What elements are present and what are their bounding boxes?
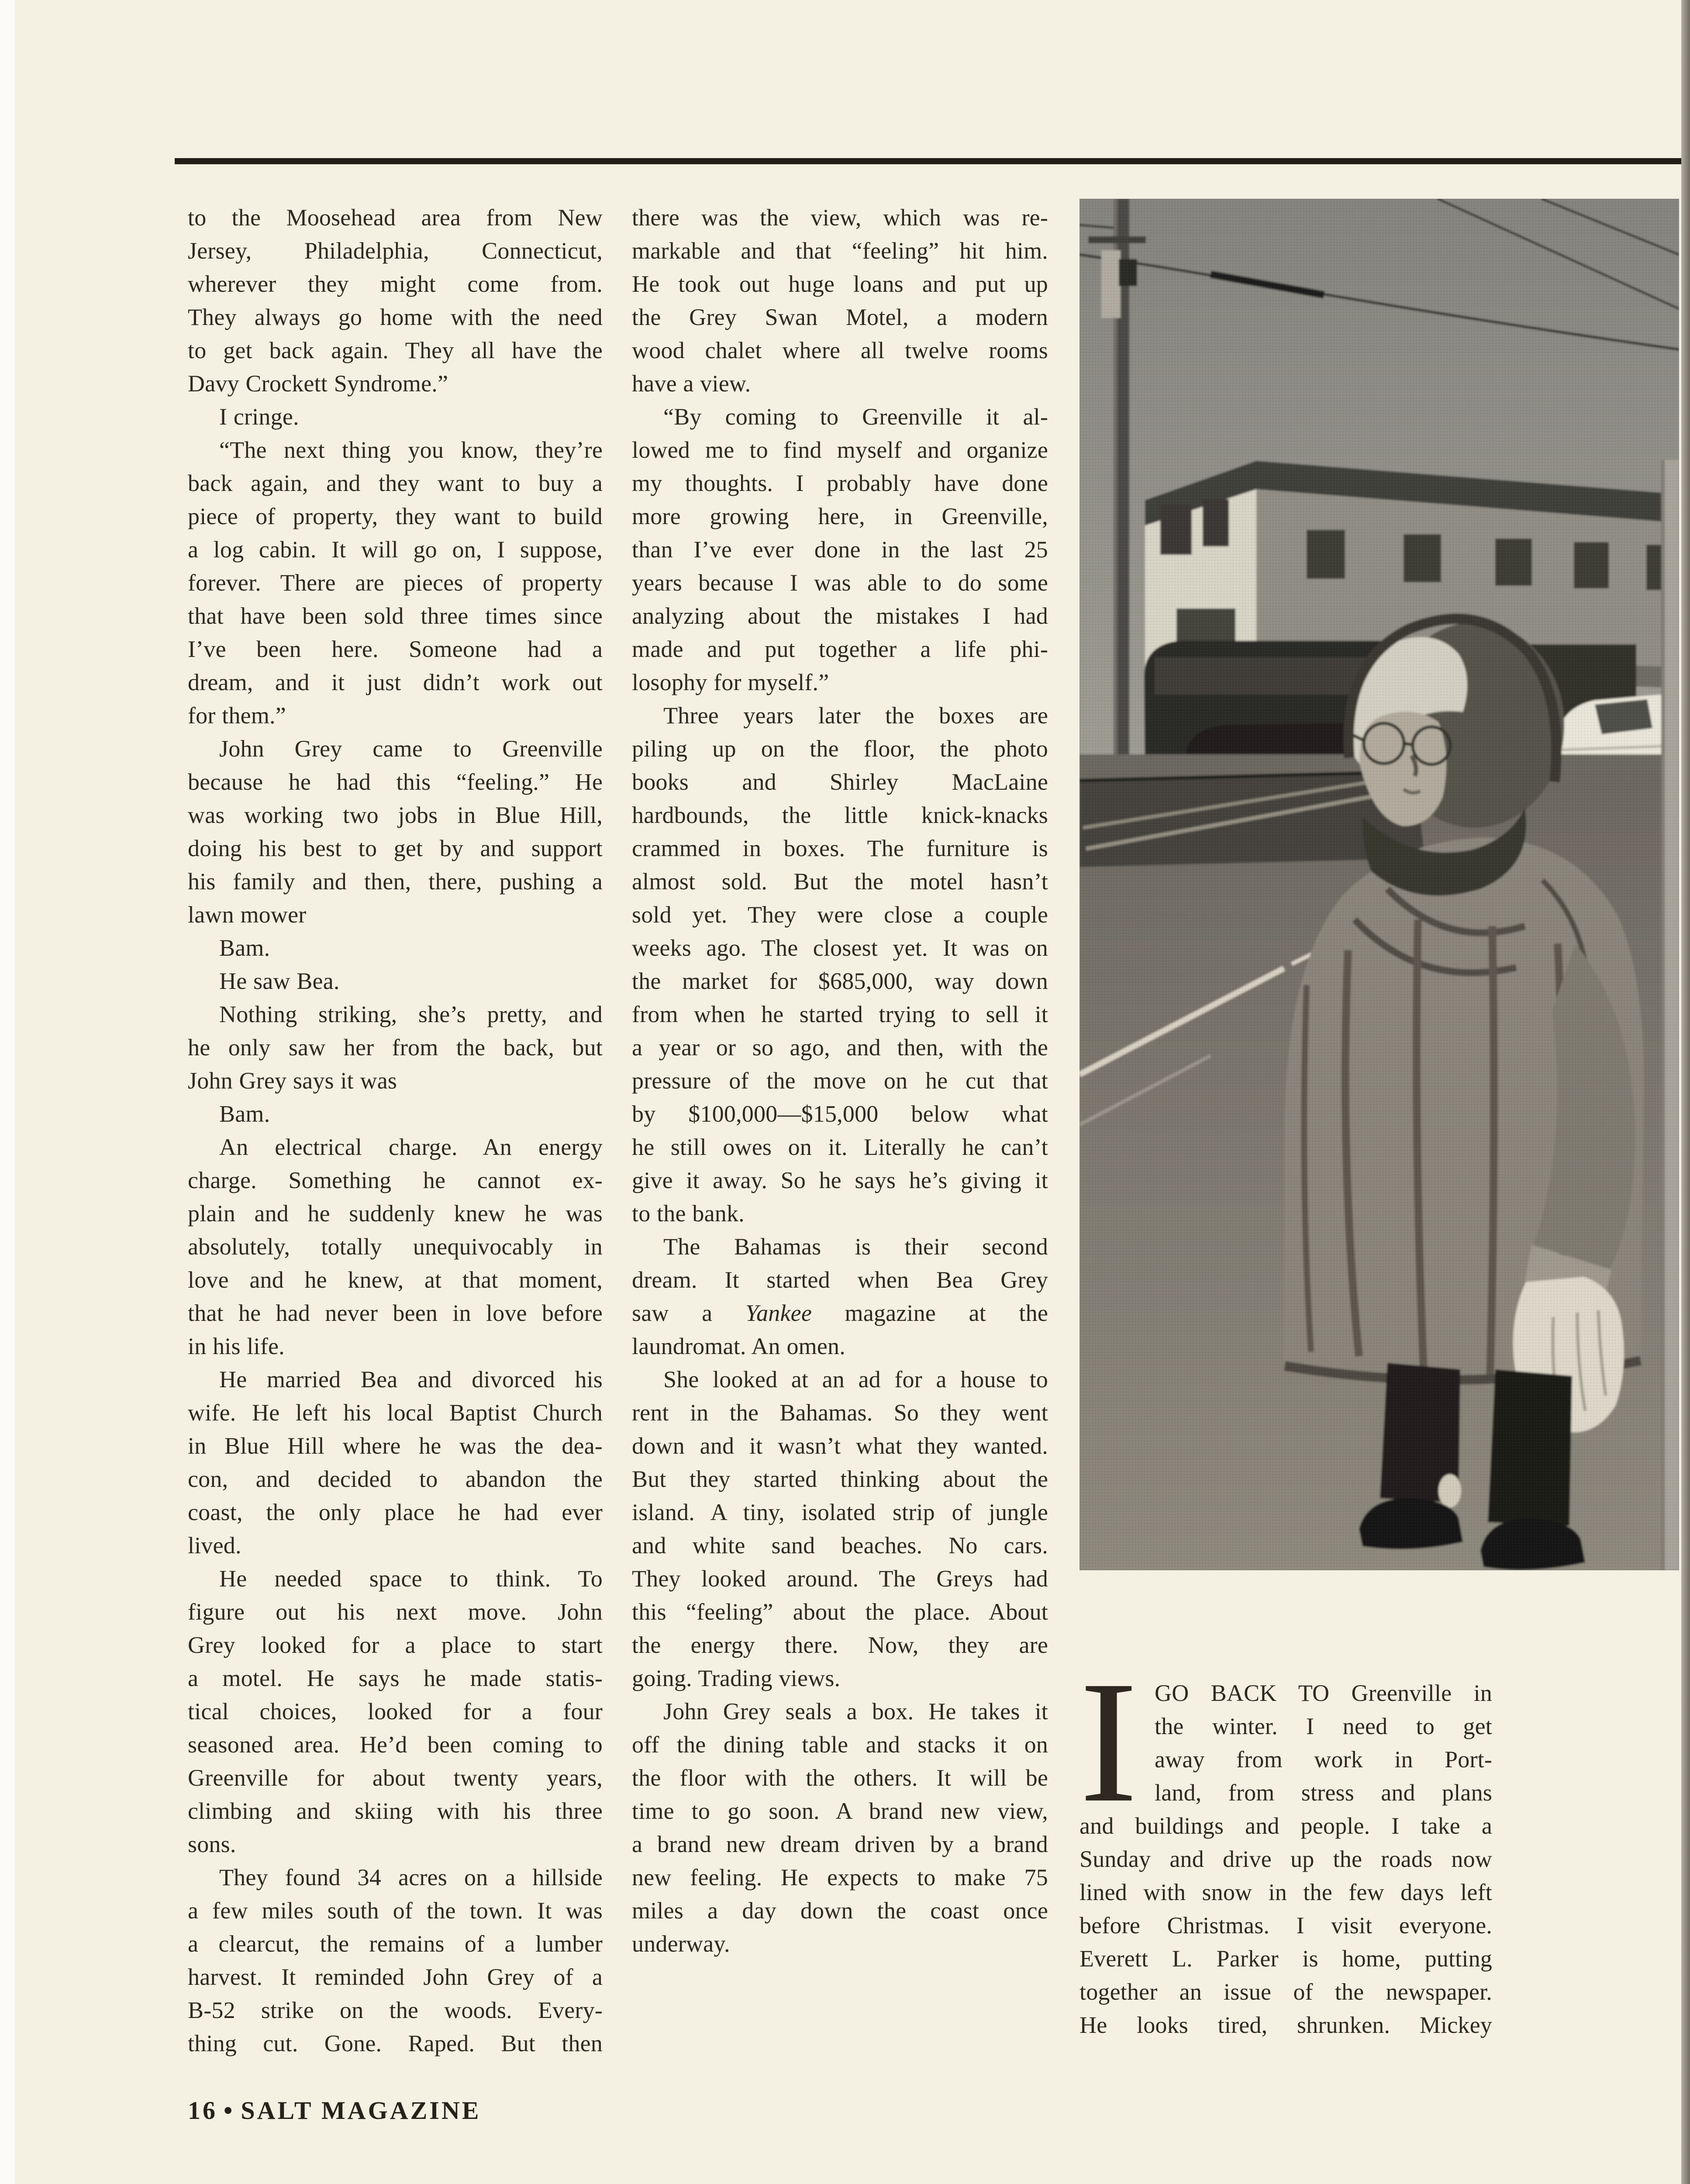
text-line: Bam.	[219, 935, 270, 961]
text-line: Davy Crockett Syndrome.”	[188, 370, 448, 397]
text-line: by $100,000—$15,000 below what	[632, 1101, 1048, 1127]
text-line: wood chalet where all twelve rooms	[632, 337, 1048, 363]
text-line: coast, the only place he had ever	[188, 1499, 603, 1525]
text-line: She looked at an ad for a house to	[663, 1366, 1048, 1393]
paragraph	[632, 1695, 1048, 1960]
text-line: wife. He left his local Baptist Church	[188, 1400, 603, 1426]
text-line: harvest. It reminded John Grey of a	[188, 1964, 603, 1990]
text-line: his family and then, there, pushing a	[188, 868, 603, 895]
paragraph	[188, 201, 603, 400]
text-line: this “feeling” about the place. About	[632, 1599, 1048, 1625]
text-line: the market for $685,000, way down	[632, 968, 1048, 994]
section-rule	[175, 158, 1682, 164]
film-grain-overlay	[1080, 199, 1679, 1570]
text-line: more growing here, in Greenville,	[632, 503, 1048, 529]
text-line: down and it wasn’t what they wanted.	[632, 1433, 1048, 1459]
text-line: the winter. I need to get	[1155, 1713, 1492, 1739]
paragraph	[632, 1230, 1048, 1363]
text-line: He married Bea and divorced his	[219, 1366, 603, 1393]
text-line: rent in the Bahamas. So they went	[632, 1400, 1048, 1426]
text-line: He took out huge loans and put up	[632, 271, 1048, 297]
paragraph	[188, 732, 603, 931]
text-line: Three years later the boxes are	[663, 702, 1048, 729]
text-line: They found 34 acres on a hillside	[219, 1864, 603, 1890]
text-line: together an issue of the newspaper.	[1080, 1979, 1492, 2005]
text-line: John Grey seals a box. He takes it	[663, 1698, 1048, 1724]
paragraph	[188, 931, 603, 964]
paragraph	[188, 964, 603, 998]
text-line: piling up on the floor, the photo	[632, 736, 1048, 762]
text-line: hardbounds, the little knick-knacks	[632, 802, 1048, 828]
paragraph	[632, 1363, 1048, 1695]
paragraph	[188, 1861, 603, 2060]
text-line: sold yet. They were close a couple	[632, 902, 1048, 928]
text-line: going. Trading views.	[632, 1665, 841, 1691]
text-line: forever. There are pieces of property	[188, 570, 603, 596]
text-line: analyzing about the mistakes I had	[632, 603, 1048, 629]
text-line: the Grey Swan Motel, a modern	[632, 304, 1048, 330]
text-line: “By coming to Greenville it al-	[663, 404, 1048, 430]
text-line: laundromat. An omen.	[632, 1333, 845, 1359]
text-line: plain and he suddenly knew he was	[188, 1200, 603, 1227]
text-line: to get back again. They all have the	[188, 337, 603, 363]
text-line: crammed in boxes. The furniture is	[632, 835, 1048, 861]
text-line: Bam.	[219, 1101, 270, 1127]
text-line: saw a Yankee magazine at the	[632, 1300, 1048, 1326]
text-column-dropcap	[1080, 1645, 1492, 2042]
text-line: a motel. He says he made statis-	[188, 1665, 603, 1691]
text-line: But they started thinking about the	[632, 1466, 1048, 1492]
text-line: Greenville for about twenty years,	[188, 1765, 603, 1791]
text-line: years because I was able to do some	[632, 570, 1048, 596]
text-line: B-52 strike on the woods. Every-	[188, 1997, 603, 2023]
text-line: and white sand beaches. No cars.	[632, 1532, 1048, 1559]
text-line: I cringe.	[219, 404, 299, 430]
text-line: absolutely, totally unequivocably in	[188, 1234, 603, 1260]
paragraph	[188, 400, 603, 433]
text-line: tical choices, looked for a four	[188, 1698, 603, 1724]
text-line: love and he knew, at that moment,	[188, 1267, 603, 1293]
text-line: miles a day down the coast once	[632, 1897, 1048, 1924]
text-line: away from work in Port-	[1155, 1746, 1492, 1773]
text-line: He saw Bea.	[219, 968, 340, 994]
text-column-left	[188, 201, 603, 2060]
text-line: Jersey, Philadelphia, Connecticut,	[188, 238, 603, 264]
text-line: and buildings and people. I take a	[1080, 1813, 1492, 1839]
text-line: he only saw her from the back, but	[188, 1034, 603, 1061]
paragraph	[632, 201, 1048, 400]
paragraph	[188, 1130, 603, 1363]
text-line: island. A tiny, isolated strip of jungle	[632, 1499, 1048, 1525]
text-line: GO BACK TO Greenville in	[1155, 1680, 1492, 1706]
text-line: time to go soon. A brand new view,	[632, 1798, 1048, 1824]
text-line: pressure of the move on he cut that	[632, 1068, 1048, 1094]
text-line: almost sold. But the motel hasn’t	[632, 868, 1048, 895]
text-line: sons.	[188, 1831, 236, 1857]
text-line: made and put together a life phi-	[632, 636, 1048, 662]
drop-cap: I	[1080, 1645, 1138, 1838]
text-line: They looked around. The Greys had	[632, 1565, 1048, 1592]
text-line: my thoughts. I probably have done	[632, 470, 1048, 496]
text-line: climbing and skiing with his three	[188, 1798, 603, 1824]
text-line: con, and decided to abandon the	[188, 1466, 603, 1492]
paragraph	[632, 400, 1048, 699]
text-line: They always go home with the need	[188, 304, 603, 330]
text-line: that he had never been in love before	[188, 1300, 603, 1326]
text-line: The Bahamas is their second	[663, 1234, 1048, 1260]
text-line: He looks tired, shrunken. Mickey	[1080, 2012, 1492, 2038]
text-line: John Grey came to Greenville	[219, 736, 603, 762]
text-line: for them.”	[188, 702, 286, 729]
text-line: that have been sold three times since	[188, 603, 603, 629]
paragraph	[632, 699, 1048, 1230]
text-line: off the dining table and stacks it on	[632, 1731, 1048, 1758]
text-line: I’ve been here. Someone had a	[188, 636, 603, 662]
text-line: dream, and it just didn’t work out	[188, 669, 603, 695]
text-line: books and Shirley MacLaine	[632, 769, 1048, 795]
text-line: because he had this “feeling.” He	[188, 769, 603, 795]
paragraph	[188, 433, 603, 732]
text-line: give it away. So he says he’s giving it	[632, 1167, 1048, 1193]
text-line: a year or so ago, and then, with the	[632, 1034, 1048, 1061]
street-photo-illustration	[1080, 199, 1679, 1570]
footer-separator: •	[224, 2096, 235, 2125]
text-line: in Blue Hill where he was the dea-	[188, 1433, 603, 1459]
text-line: underway.	[632, 1931, 730, 1957]
text-line: have a view.	[632, 370, 751, 397]
text-line: to the Moosehead area from New	[188, 204, 603, 231]
text-line: before Christmas. I visit everyone.	[1080, 1912, 1492, 1939]
text-line: He needed space to think. To	[219, 1565, 603, 1592]
text-line: Sunday and drive up the roads now	[1080, 1846, 1492, 1872]
photo-elderly-woman-walking-street	[1080, 199, 1679, 1570]
text-line: An electrical charge. An energy	[219, 1134, 603, 1160]
text-line: dream. It started when Bea Grey	[632, 1267, 1048, 1293]
magazine-name: SALT MAGAZINE	[241, 2096, 481, 2125]
scan-edge-right	[1681, 0, 1690, 2184]
text-line: a clearcut, the remains of a lumber	[188, 1931, 603, 1957]
text-line: a few miles south of the town. It was	[188, 1897, 603, 1924]
text-line: thing cut. Gone. Raped. But then	[188, 2030, 603, 2056]
text-line: was working two jobs in Blue Hill,	[188, 802, 603, 828]
page-number: 16	[188, 2096, 217, 2125]
text-line: Grey looked for a place to start	[188, 1632, 603, 1658]
paragraph	[188, 1097, 603, 1130]
text-line: back again, and they want to buy a	[188, 470, 603, 496]
text-line: losophy for myself.”	[632, 669, 829, 695]
scan-edge-left	[0, 0, 15, 2184]
text-line: he still owes on it. Literally he can’t	[632, 1134, 1048, 1160]
paragraph	[188, 1562, 603, 1861]
text-line: lined with snow in the few days left	[1080, 1879, 1492, 1905]
text-line: new feeling. He expects to make 75	[632, 1864, 1048, 1890]
page-footer	[188, 2096, 481, 2125]
text-line: Nothing striking, she’s pretty, and	[219, 1001, 603, 1027]
paragraph	[188, 998, 603, 1097]
text-line: doing his best to get by and support	[188, 835, 603, 861]
text-line: the floor with the others. It will be	[632, 1765, 1048, 1791]
text-line: markable and that “feeling” hit him.	[632, 238, 1048, 264]
text-line: from when he started trying to sell it	[632, 1001, 1048, 1027]
text-line: land, from stress and plans	[1155, 1780, 1492, 1806]
text-line: the energy there. Now, they are	[632, 1632, 1048, 1658]
text-line: charge. Something he cannot ex-	[188, 1167, 603, 1193]
text-line: lived.	[188, 1532, 241, 1559]
text-line: piece of property, they want to build	[188, 503, 603, 529]
text-line: Everett L. Parker is home, putting	[1080, 1946, 1492, 1972]
text-line: a log cabin. It will go on, I suppose,	[188, 536, 603, 563]
text-line: than I’ve ever done in the last 25	[632, 536, 1048, 563]
text-line: figure out his next move. John	[188, 1599, 603, 1625]
text-line: lawn mower	[188, 902, 307, 928]
text-line: John Grey says it was	[188, 1068, 397, 1094]
paragraph	[188, 1363, 603, 1562]
text-line: there was the view, which was re-	[632, 204, 1048, 231]
text-line: wherever they might come from.	[188, 271, 603, 297]
text-line: lowed me to find myself and organize	[632, 437, 1048, 463]
text-line: seasoned area. He’d been coming to	[188, 1731, 603, 1758]
text-line: to the bank.	[632, 1200, 745, 1227]
text-line: weeks ago. The closest yet. It was on	[632, 935, 1048, 961]
text-line: a brand new dream driven by a brand	[632, 1831, 1048, 1857]
text-line: in his life.	[188, 1333, 285, 1359]
text-column-middle	[632, 201, 1048, 1960]
text-line: “The next thing you know, they’re	[219, 437, 603, 463]
